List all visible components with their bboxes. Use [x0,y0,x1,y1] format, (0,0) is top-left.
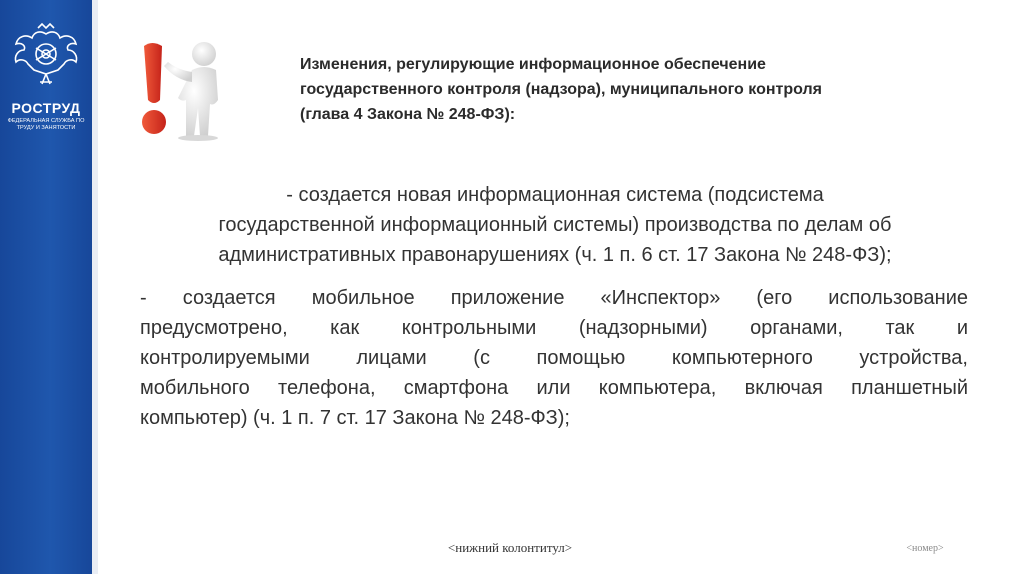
org-subtitle: ФЕДЕРАЛЬНАЯ СЛУЖБА ПО ТРУДУ И ЗАНЯТОСТИ [7,118,85,131]
slide-heading [300,52,940,127]
paragraph-line: контролируемыми лицами (с помощью компьютерного устройства, [140,347,968,369]
sidebar-band [0,0,92,574]
person-with-exclamation-icon [138,36,234,142]
footer-text: <нижний колонтитул> [447,540,573,555]
paragraph-line: административных правонарушениях (ч. 1 п. 6 ст. 17 Закона № 248-ФЗ); [218,244,892,266]
sidebar-divider [92,0,98,574]
page-number: <номер> [906,543,944,554]
emblem-icon [10,20,82,94]
paragraph-line: - создается мобильное приложение «Инспектор» (его использование [140,287,968,309]
paragraph-mobile-app [140,283,968,433]
heading-line: (глава 4 Закона № 248-ФЗ): [300,106,516,123]
paragraph-information-system [140,180,970,270]
heading-line: Изменения, регулирующие информационное обеспечение [300,56,766,73]
paragraph-line: компьютер) (ч. 1 п. 7 ст. 17 Закона № 248-ФЗ); [140,407,570,429]
paragraph-line: предусмотрено, как контрольными (надзорными) органами, так и [140,317,968,339]
org-name: РОСТРУД [11,100,81,116]
heading-line: государственного контроля (надзора), муниципального контроля [300,81,822,98]
paragraph-line: государственной информационный системы) производства по делам об [218,214,892,236]
paragraph-line: - создается новая информационная система (подсистема [286,184,824,206]
paragraph-line: мобильного телефона, смартфона или компьютера, включая планшетный [140,377,968,399]
